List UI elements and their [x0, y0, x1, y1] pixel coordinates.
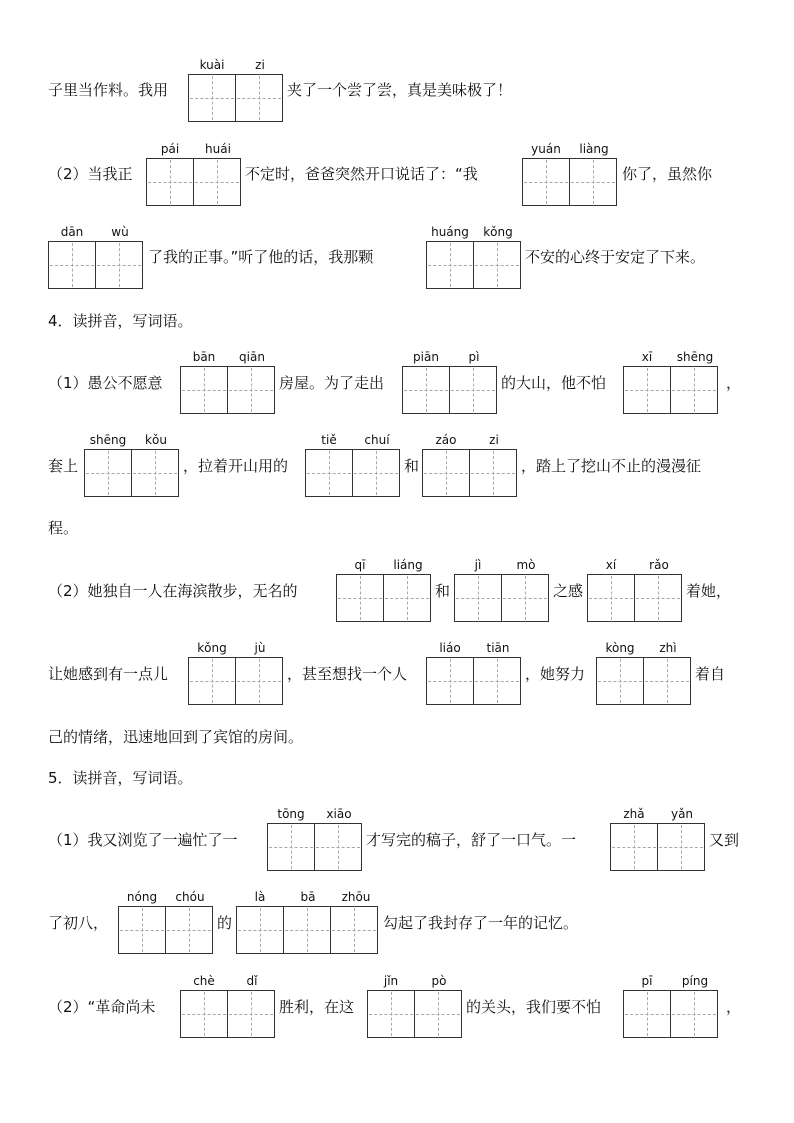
writing-cell[interactable]: [227, 990, 275, 1038]
text-line5-c: 和: [404, 457, 420, 475]
pinyin: là: [254, 890, 266, 904]
writing-cell[interactable]: [473, 241, 521, 289]
pinyin: shēng: [676, 350, 714, 364]
pinyin: shēng: [89, 433, 127, 447]
text-line7-a: （2）她独自一人在海滨散步，无名的: [48, 582, 298, 600]
text-line2-a: （2）当我正: [48, 165, 133, 183]
pinyin: liáng: [393, 558, 423, 572]
pinyin: jǐn: [383, 974, 399, 988]
writing-cell[interactable]: [193, 158, 241, 206]
pinyin: tiān: [486, 641, 510, 655]
writing-cell[interactable]: [283, 906, 331, 954]
pinyin: dān: [60, 225, 84, 239]
pinyin: bā: [300, 890, 316, 904]
writing-grid-xisheng[interactable]: [623, 366, 717, 414]
text-line1-a: 子里当作料。我用: [48, 81, 169, 99]
pinyin: zhǎ: [623, 807, 645, 821]
writing-cell[interactable]: [569, 158, 617, 206]
pinyin: kòng: [605, 641, 635, 655]
writing-grid-zhayan[interactable]: [610, 823, 704, 871]
text-line8-a: 让她感到有一点儿: [48, 665, 169, 683]
writing-cell[interactable]: [227, 366, 275, 414]
pinyin: chóu: [175, 890, 205, 904]
writing-cell[interactable]: [131, 449, 179, 497]
writing-grid-qiliang[interactable]: [336, 574, 430, 622]
writing-cell[interactable]: [236, 906, 284, 954]
writing-grid-nongchou[interactable]: [118, 906, 212, 954]
pinyin: zhì: [659, 641, 677, 655]
pinyin: mò: [516, 558, 536, 572]
pinyin: huái: [205, 142, 231, 156]
writing-cell[interactable]: [414, 990, 462, 1038]
pinyin: pò: [431, 974, 447, 988]
pinyin: liáo: [439, 641, 461, 655]
writing-cell[interactable]: [383, 574, 431, 622]
text-line11-a: 了初八，: [48, 914, 109, 932]
pinyin: xiāo: [326, 807, 352, 821]
writing-grid-chedi[interactable]: [180, 990, 274, 1038]
text-line6-a: 程。: [48, 519, 79, 537]
writing-cell[interactable]: [670, 990, 718, 1038]
writing-cell[interactable]: [587, 574, 635, 622]
writing-cell[interactable]: [165, 906, 213, 954]
writing-cell[interactable]: [118, 906, 166, 954]
writing-cell[interactable]: [146, 158, 194, 206]
text-line8-c: ，她努力: [525, 665, 586, 683]
question-4-title: 4．读拼音，写词语。: [48, 312, 193, 330]
writing-cell[interactable]: [643, 657, 691, 705]
pinyin: bān: [192, 350, 216, 364]
pinyin: huáng: [431, 225, 469, 239]
text-line8-d: 着自: [695, 665, 726, 683]
text-line11-c: 勾起了我封存了一年的记忆。: [383, 914, 579, 932]
writing-grid-jinpo[interactable]: [367, 990, 461, 1038]
writing-cell[interactable]: [469, 449, 517, 497]
pinyin: pì: [468, 350, 480, 364]
writing-cell[interactable]: [188, 74, 236, 122]
pinyin: piān: [413, 350, 439, 364]
writing-cell[interactable]: [336, 574, 384, 622]
writing-cell[interactable]: [352, 449, 400, 497]
writing-cell[interactable]: [522, 158, 570, 206]
writing-cell[interactable]: [367, 990, 415, 1038]
writing-cell[interactable]: [422, 449, 470, 497]
pinyin: jù: [254, 641, 266, 655]
pinyin: xī: [641, 350, 653, 364]
text-line10-b: 才写完的稿子，舒了一口气。一: [366, 831, 577, 849]
pinyin: wù: [111, 225, 129, 239]
pinyin: pī: [641, 974, 653, 988]
pinyin: kǒu: [145, 433, 167, 447]
writing-cell[interactable]: [330, 906, 378, 954]
pinyin: rǎo: [649, 558, 669, 572]
writing-cell[interactable]: [235, 657, 283, 705]
pinyin: liàng: [579, 142, 609, 156]
text-line12-b: 胜利，在这: [279, 998, 355, 1016]
pinyin: kǒng: [197, 641, 227, 655]
writing-grid-shengkou[interactable]: [84, 449, 178, 497]
text-line7-d: 着她，: [686, 582, 732, 600]
pinyin: yǎn: [670, 807, 694, 821]
writing-grid-tiechui[interactable]: [305, 449, 399, 497]
text-line1-b: 夹了一个尝了尝，真是美味极了！: [287, 81, 513, 99]
pinyin: píng: [681, 974, 709, 988]
writing-grid-pianpi[interactable]: [402, 366, 496, 414]
text-line2-c: 你了，虽然你: [622, 165, 713, 183]
writing-grid-liaotian[interactable]: [426, 657, 520, 705]
text-line3-b: 不安的心终于安定了下来。: [525, 248, 706, 266]
question-5-title: 5．读拼音，写词语。: [48, 769, 193, 787]
writing-grid-huangkong[interactable]: [426, 241, 520, 289]
writing-grid-xirao[interactable]: [587, 574, 681, 622]
writing-cell[interactable]: [314, 823, 362, 871]
writing-grid-kongju[interactable]: [188, 657, 282, 705]
pinyin: chuí: [364, 433, 390, 447]
text-line4-d: ，: [726, 374, 742, 392]
pinyin: kǒng: [483, 225, 513, 239]
writing-cell[interactable]: [180, 366, 228, 414]
pinyin: chè: [193, 974, 215, 988]
text-line4-b: 房屋。为了走出: [279, 374, 385, 392]
writing-cell[interactable]: [188, 657, 236, 705]
text-line2-b: 不定时，爸爸突然开口说话了：“我: [245, 165, 478, 183]
writing-cell[interactable]: [473, 657, 521, 705]
text-line8-b: ，甚至想找一个人: [287, 665, 408, 683]
text-line11-b: 的: [217, 914, 233, 932]
pinyin: qiān: [239, 350, 265, 364]
writing-cell[interactable]: [454, 574, 502, 622]
writing-cell[interactable]: [449, 366, 497, 414]
text-line5-b: ，拉着开山用的: [183, 457, 289, 475]
pinyin: zhōu: [341, 890, 371, 904]
writing-cell[interactable]: [235, 74, 283, 122]
writing-cell[interactable]: [426, 657, 474, 705]
writing-cell[interactable]: [501, 574, 549, 622]
pinyin: xí: [605, 558, 617, 572]
pinyin: dǐ: [246, 974, 258, 988]
writing-cell[interactable]: [670, 366, 718, 414]
pinyin: záo: [435, 433, 457, 447]
pinyin: qī: [354, 558, 366, 572]
writing-grid-paihuai[interactable]: [146, 158, 240, 206]
pinyin: nóng: [126, 890, 158, 904]
text-line4-a: （1）愚公不愿意: [48, 374, 163, 392]
writing-cell[interactable]: [657, 823, 705, 871]
writing-cell[interactable]: [426, 241, 474, 289]
pinyin: tiě: [321, 433, 337, 447]
writing-cell[interactable]: [402, 366, 450, 414]
pinyin: jì: [474, 558, 482, 572]
writing-cell[interactable]: [95, 241, 143, 289]
writing-grid-labazhou[interactable]: [236, 906, 377, 954]
text-line7-b: 和: [435, 582, 451, 600]
text-line9-a: 己的情绪，迅速地回到了宾馆的房间。: [48, 728, 304, 746]
writing-cell[interactable]: [623, 366, 671, 414]
text-line12-d: ，: [726, 998, 742, 1016]
pinyin: tōng: [277, 807, 305, 821]
writing-grid-banqian[interactable]: [180, 366, 274, 414]
text-line4-c: 的大山，他不怕: [501, 374, 607, 392]
writing-cell[interactable]: [634, 574, 682, 622]
pinyin: yuán: [531, 142, 561, 156]
text-line7-c: 之感: [553, 582, 584, 600]
writing-grid-jimo[interactable]: [454, 574, 548, 622]
writing-cell[interactable]: [180, 990, 228, 1038]
text-line12-a: （2）“革命尚未: [48, 998, 156, 1016]
writing-cell[interactable]: [305, 449, 353, 497]
writing-grid-zaozi[interactable]: [422, 449, 516, 497]
writing-grid-danwu[interactable]: [48, 241, 142, 289]
text-line5-a: 套上: [48, 457, 79, 475]
text-line12-c: 的关头，我们要不怕: [466, 998, 602, 1016]
writing-grid-kongzhi[interactable]: [596, 657, 690, 705]
pinyin: kuài: [199, 58, 225, 72]
pinyin: zi: [489, 433, 499, 447]
writing-grid-piping[interactable]: [623, 990, 717, 1038]
text-line5-d: ，踏上了挖山不止的漫漫征: [521, 457, 702, 475]
writing-cell[interactable]: [596, 657, 644, 705]
writing-grid-yuanliang[interactable]: [522, 158, 616, 206]
writing-grid-tongxiao[interactable]: [267, 823, 361, 871]
writing-cell[interactable]: [84, 449, 132, 497]
text-line10-a: （1）我又浏览了一遍忙了一: [48, 831, 238, 849]
writing-cell[interactable]: [48, 241, 96, 289]
text-line10-c: 又到: [709, 831, 740, 849]
pinyin: pái: [160, 142, 180, 156]
text-line3-a: 了我的正事。”听了他的话，我那颗: [148, 248, 374, 266]
pinyin: zi: [255, 58, 265, 72]
writing-grid-kuaizi[interactable]: [188, 74, 282, 122]
writing-cell[interactable]: [267, 823, 315, 871]
writing-cell[interactable]: [610, 823, 658, 871]
writing-cell[interactable]: [623, 990, 671, 1038]
